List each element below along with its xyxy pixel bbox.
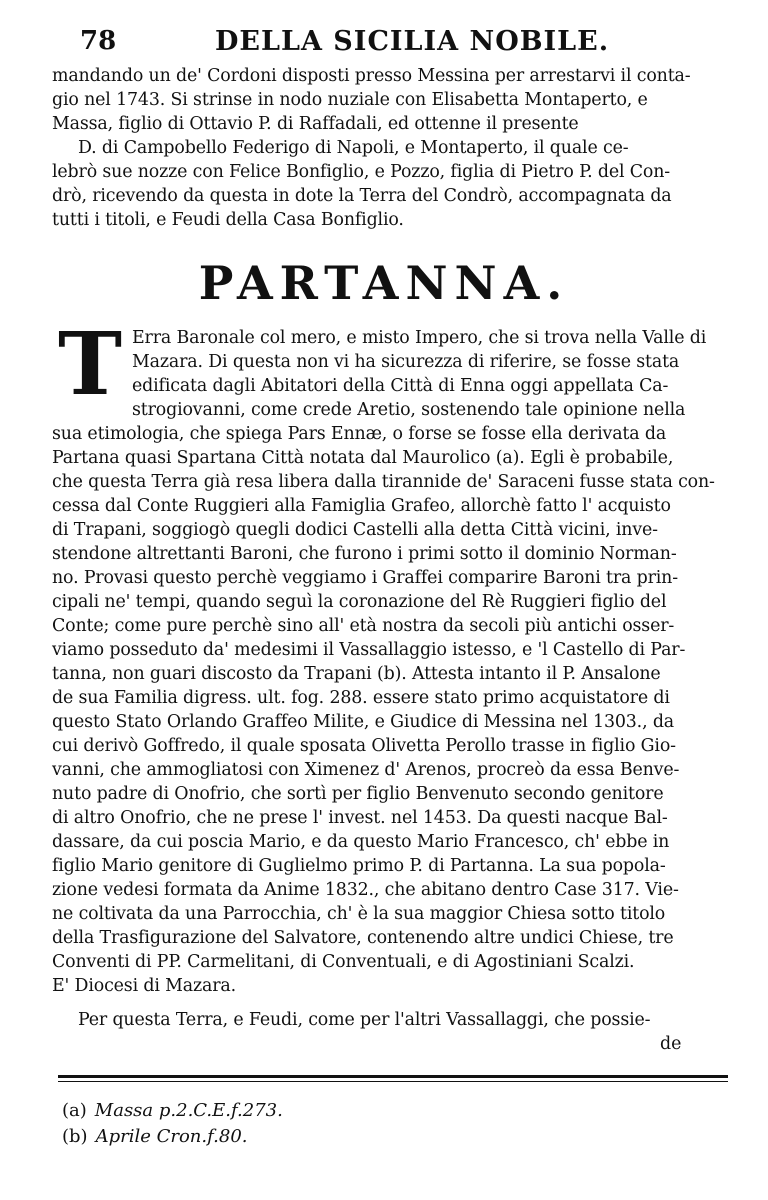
section-title: PARTANNA. — [198, 256, 570, 310]
text-line: ne coltivata da una Parrocchia, ch' è la sua maggior Chiesa sotto titolo — [52, 904, 666, 924]
text-line: vanni, che ammogliatosi con Ximenez d' Arenos, procreò da essa Benve- — [52, 760, 680, 780]
footnote — [62, 1126, 248, 1147]
text-line: Conventi di PP. Carmelitani, di Conventuali, e di Agostiniani Scalzi. — [52, 952, 635, 972]
text-line: della Trasfigurazione del Salvatore, contenendo altre undici Chiese, tre — [52, 928, 674, 948]
text-line: zione vedesi formata da Anime 1832., che abitano dentro Case 317. Vie- — [52, 880, 679, 900]
text-line: Partana quasi Spartana Città notata dal Maurolico (a). Egli è probabile, — [52, 448, 674, 468]
text-line: no. Provasi questo perchè veggiamo i Graffei comparire Baroni tra prin- — [52, 568, 678, 588]
text-line: Erra Baronale col mero, e misto Impero, che si trova nella Valle di — [132, 328, 707, 348]
footnote-marker: (b) — [62, 1126, 88, 1147]
catchword: de — [660, 1034, 682, 1054]
text-line: di Trapani, soggiogò quegli dodici Castelli alla detta Città vicini, inve- — [52, 520, 658, 540]
text-line: che questa Terra già resa libera dalla tirannide de' Saraceni fusse stata con- — [52, 472, 715, 492]
text-line: tanna, non guari discosto da Trapani (b). Attesta intanto il P. Ansalone — [52, 664, 661, 684]
text-line: Per questa Terra, e Feudi, come per l'altri Vassallaggi, che possie- — [78, 1010, 651, 1030]
footnote-rule — [58, 1075, 728, 1078]
text-line: cipali ne' tempi, quando seguì la coronazione del Rè Ruggieri figlio del — [52, 592, 667, 612]
text-line: cui derivò Goffredo, il quale sposata Olivetta Perollo trasse in figlio Gio- — [52, 736, 676, 756]
text-line: di altro Onofrio, che ne prese l' invest. nel 1453. Da questi nacque Bal- — [52, 808, 668, 828]
text-line: questo Stato Orlando Graffeo Milite, e Giudice di Messina nel 1303., da — [52, 712, 675, 732]
text-line: stendone altrettanti Baroni, che furono i primi sotto il dominio Norman- — [52, 544, 677, 564]
text-line: lebrò sue nozze con Felice Bonfiglio, e Pozzo, figlia di Pietro P. del Con- — [52, 162, 671, 182]
text-line: drò, ricevendo da questa in dote la Terra del Condrò, accompagnata da — [52, 186, 672, 206]
text-line: dassare, da cui poscia Mario, e da questo Mario Francesco, ch' ebbe in — [52, 832, 670, 852]
footnote-text: Massa p.2.C.E.f.273. — [94, 1100, 283, 1121]
text-line: Mazara. Di questa non vi ha sicurezza di riferire, se fosse stata — [132, 352, 680, 372]
text-line: sua etimologia, che spiega Pars Ennæ, o forse se fosse ella derivata da — [52, 424, 667, 444]
footnote-rule — [58, 1081, 728, 1082]
text-line: Massa, figlio di Ottavio P. di Raffadali, ed ottenne il presente — [52, 114, 579, 134]
text-line: figlio Mario genitore di Guglielmo primo P. di Partanna. La sua popola- — [52, 856, 666, 876]
page-number: 78 — [80, 26, 117, 56]
text-line: tutti i titoli, e Feudi della Casa Bonfiglio. — [52, 210, 404, 230]
text-line: mandando un de' Cordoni disposti presso Messina per arrestarvi il conta- — [52, 66, 691, 86]
footnote-text: Aprile Cron.f.80. — [95, 1126, 248, 1147]
text-line: de sua Familia digress. ult. fog. 288. essere stato primo acquistatore di — [52, 688, 670, 708]
text-line: cessa dal Conte Ruggieri alla Famiglia Grafeo, allorchè fatto l' acquisto — [52, 496, 671, 516]
text-line: nuto padre di Onofrio, che sortì per figlio Benvenuto secondo genitore — [52, 784, 664, 804]
text-line: strogiovanni, come crede Aretio, sostenendo tale opinione nella — [132, 400, 686, 420]
text-line: Conte; come pure perchè sino all' età nostra da secoli più antichi osser- — [52, 616, 675, 636]
text-line: E' Diocesi di Mazara. — [52, 976, 237, 996]
page-header — [70, 26, 710, 62]
footnote — [62, 1100, 283, 1121]
text-line: viamo posseduto da' medesimi il Vassallaggio istesso, e 'l Castello di Par- — [52, 640, 686, 660]
text-line: D. di Campobello Federigo di Napoli, e Montaperto, il quale ce- — [78, 138, 629, 158]
running-head: DELLA SICILIA NOBILE. — [215, 26, 610, 57]
text-line: edificata dagli Abitatori della Città di Enna oggi appellata Ca- — [132, 376, 669, 396]
footnote-marker: (a) — [62, 1100, 87, 1121]
drop-cap: T — [58, 314, 122, 415]
text-line: gio nel 1743. Si strinse in nodo nuziale con Elisabetta Montaperto, e — [52, 90, 648, 110]
